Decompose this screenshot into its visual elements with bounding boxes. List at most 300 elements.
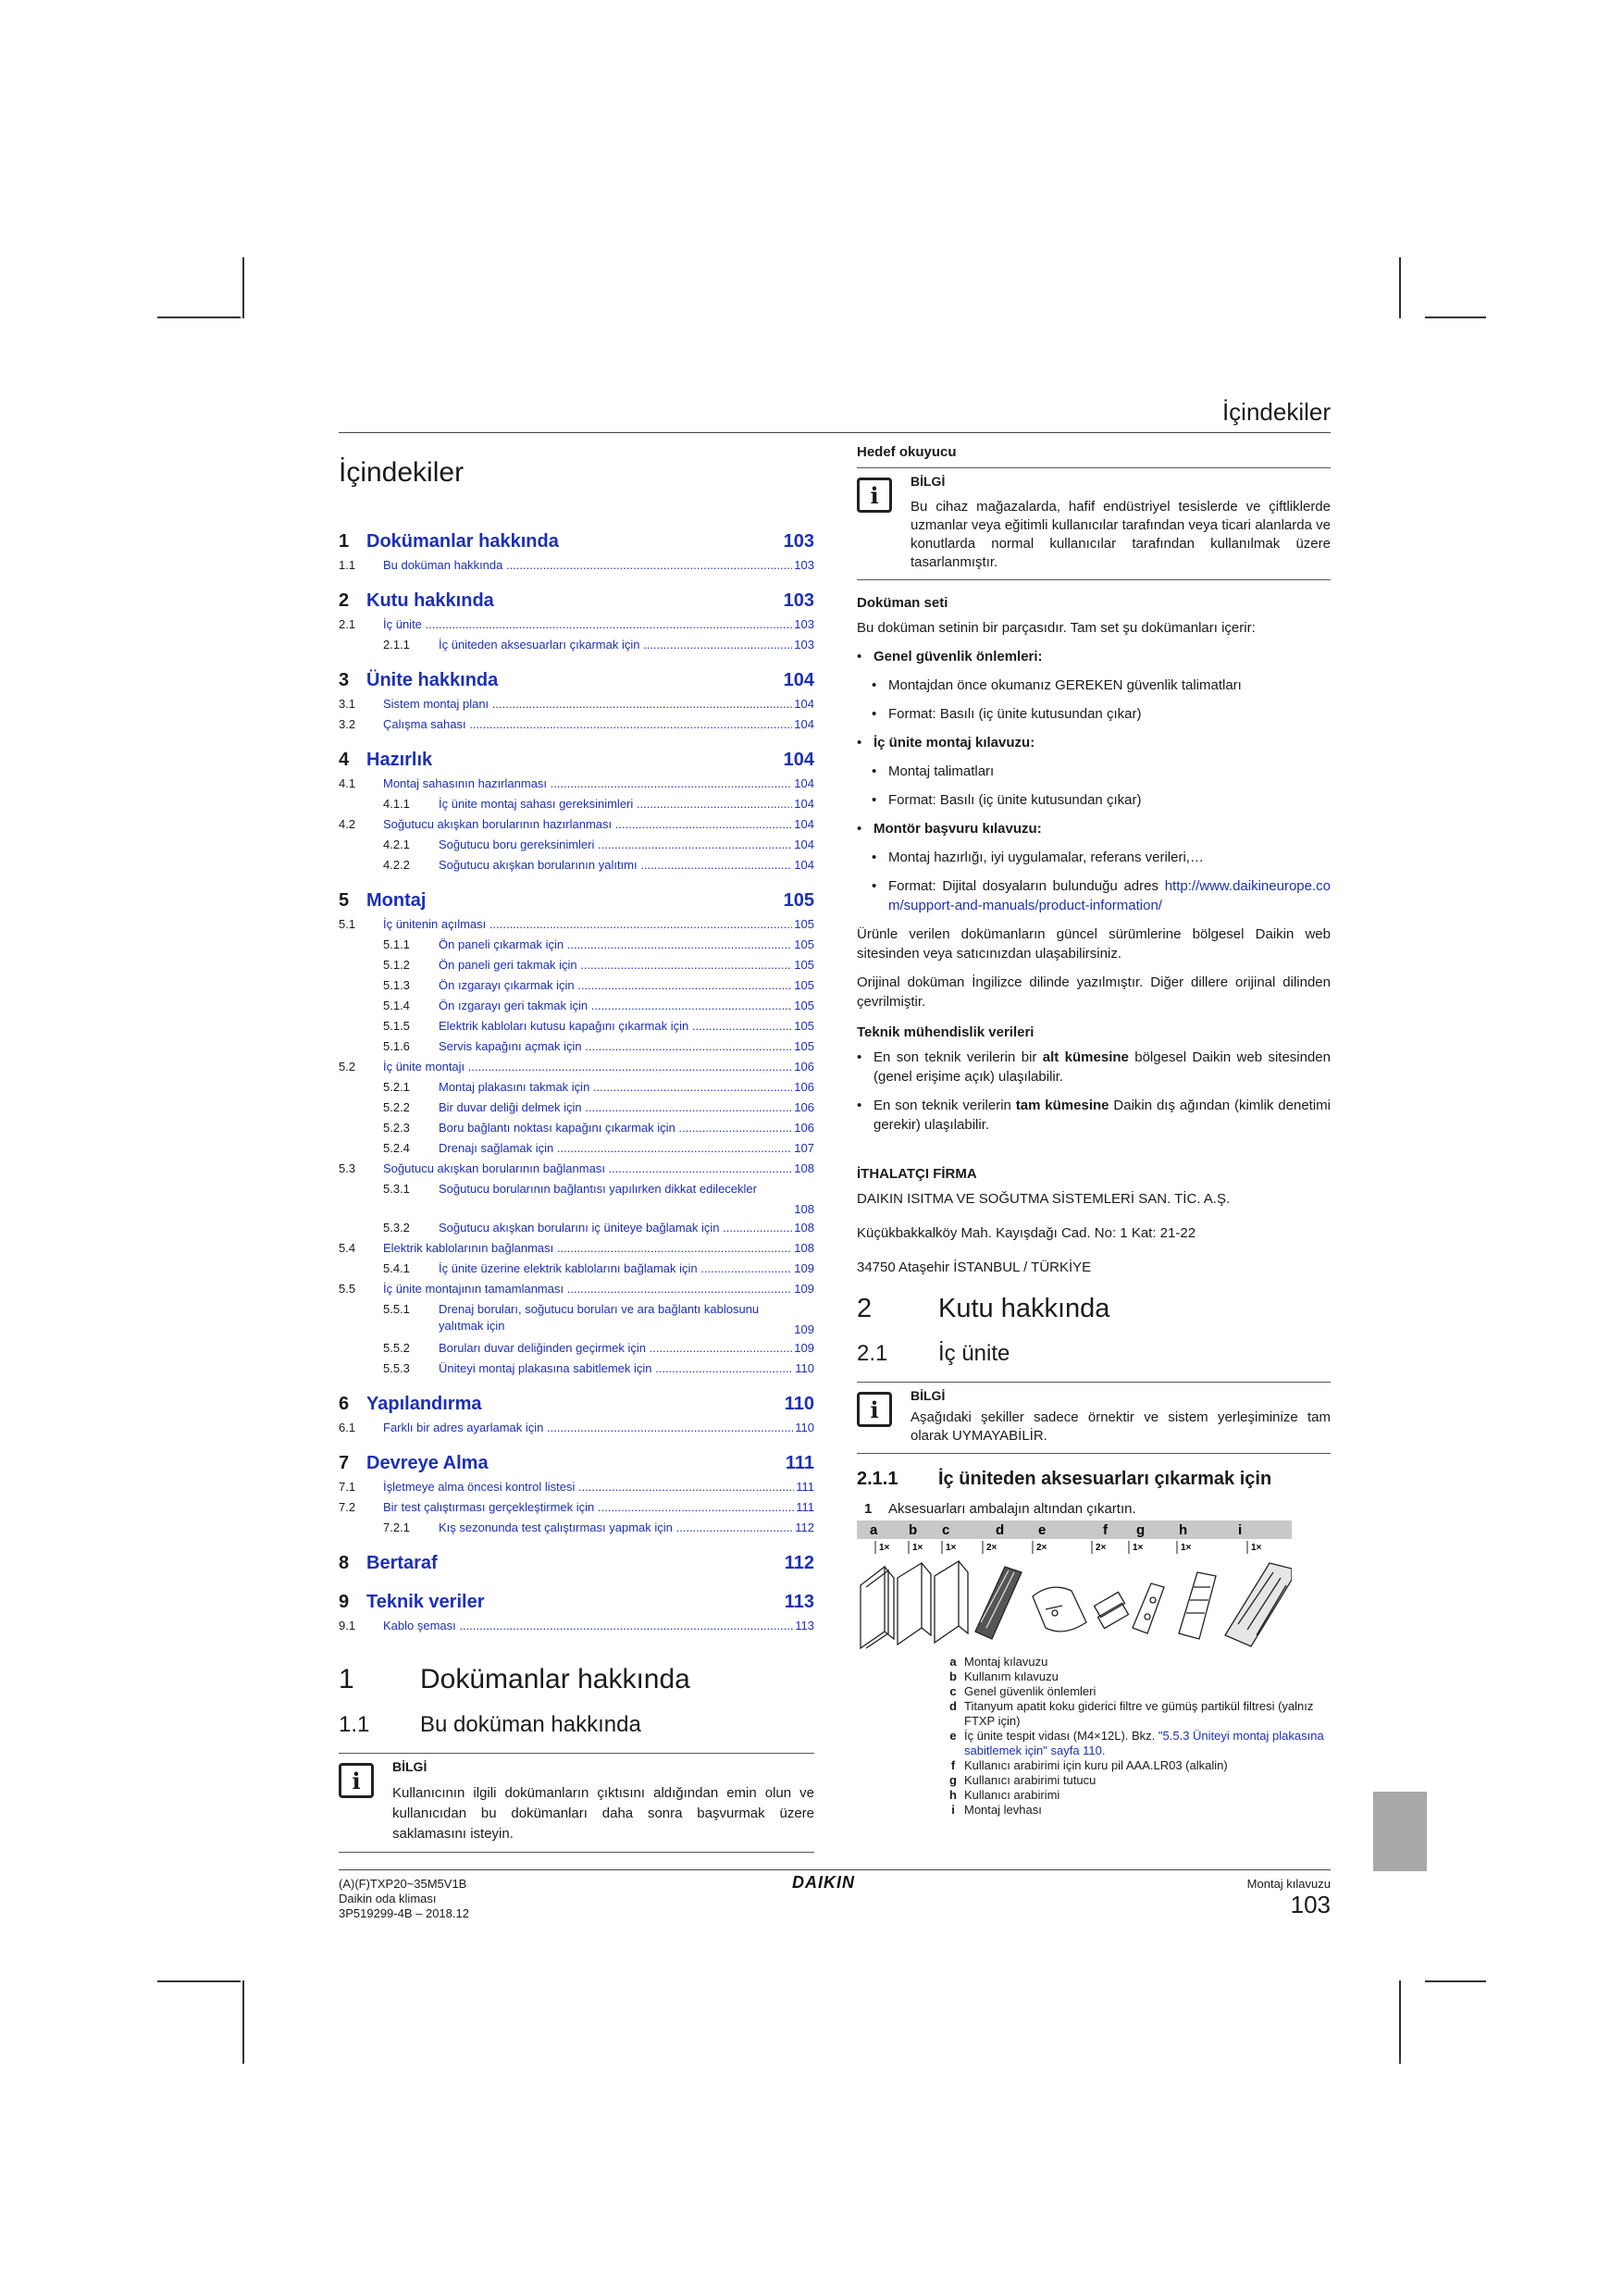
info-icon: i xyxy=(339,1763,374,1798)
toc-entry-title: İç ünite üzerine elektrik kablolarını bağlamak için ..... xyxy=(439,1259,792,1279)
toc-entry-page: 105 xyxy=(794,978,814,992)
right-column xyxy=(857,444,1331,1818)
toc-entry-title: Ön paneli geri takmak için ..... xyxy=(439,955,792,975)
toc-entry-number: 4.2.2 xyxy=(383,858,410,872)
step-number: 1 xyxy=(864,1501,873,1517)
section-number: 2 xyxy=(857,1294,873,1323)
toc-entry[interactable] xyxy=(339,955,814,975)
figure-count: 1× xyxy=(912,1543,923,1553)
list-item: • Format: Dijital dosyaların bulunduğu adres http://www.daikineurope.com/support-and-manuals/product-information/ xyxy=(872,878,1331,913)
legend-text: Titanyum apatit koku giderici filtre ve gümüş partikül filtresi (yalnız FTXP için) xyxy=(964,1699,1314,1728)
subitem-text: Montajdan önce okumanız GEREKEN güvenlik talimatları xyxy=(888,677,1242,693)
toc-chapter-number: 6 xyxy=(339,1394,350,1414)
crop-mark xyxy=(242,257,244,318)
toc-entry-page: 105 xyxy=(794,999,814,1012)
toc-entry[interactable] xyxy=(339,975,814,996)
manual-booklet-icon xyxy=(898,1563,931,1644)
text-run: Daikin dış ağından (kimlik denetimi gerekir) ulaşılabilir. xyxy=(873,1098,1332,1133)
toc-entry-title: Elektrik kabloları kutusu kapağını çıkarmak için ..... xyxy=(439,1016,792,1036)
footer-left xyxy=(339,1877,469,1921)
toc-entry[interactable] xyxy=(339,914,814,935)
toc-chapter-title: Devreye Alma xyxy=(366,1453,489,1473)
toc-entry-number: 7.2 xyxy=(339,1500,356,1514)
figure-count: 1× xyxy=(1251,1543,1262,1553)
toc-entry-number: 9.1 xyxy=(339,1619,356,1632)
bullet-icon: • xyxy=(857,735,862,751)
toc-title: İçindekiler xyxy=(339,457,465,488)
importer-address xyxy=(857,1189,1331,1277)
toc-entry-title: Bir test çalıştırması gerçekleştirmek için ..... xyxy=(383,1497,794,1518)
figure-letter: f xyxy=(1103,1522,1108,1538)
toc-entry-title: Soğutucu akışkan borularını iç üniteye bağlamak için ..... xyxy=(439,1218,792,1238)
bullet-icon: • xyxy=(857,649,862,664)
docset-intro: Bu doküman setinin bir parçasıdır. Tam set şu dokümanları içerir: xyxy=(857,620,1256,636)
legend-key: g xyxy=(949,1773,957,1787)
legend-text: Kullanım kılavuzu xyxy=(964,1669,1059,1683)
legend-item xyxy=(942,1758,1331,1773)
toc-entry-number: 3.2 xyxy=(339,717,356,731)
doc-title: Genel güvenlik önlemleri: xyxy=(873,649,1043,664)
toc-chapter[interactable] xyxy=(339,1592,814,1616)
text-run: En son teknik verilerin xyxy=(873,1098,1016,1113)
toc-entry-title: Montaj plakasını takmak için ..... xyxy=(439,1077,792,1098)
toc-entry-number: 5.1.3 xyxy=(383,978,410,992)
toc-entry-title: Soğutucu borularının bağlantısı yapılırken dikkat edilecekler xyxy=(439,1182,757,1196)
toc-entry-title: Soğutucu akışkan borularının yalıtımı ..... xyxy=(439,855,792,875)
toc-chapter[interactable] xyxy=(339,531,814,555)
importer-line: 34750 Ataşehir İSTANBUL / TÜRKİYE xyxy=(857,1260,1092,1275)
toc-chapter-number: 2 xyxy=(339,590,350,611)
manual-booklet-icon xyxy=(935,1561,968,1643)
toc-chapter-page: 110 xyxy=(784,1394,814,1414)
format-link[interactable]: http://www.daikineurope.com/support-and-manuals/product-information/ xyxy=(888,878,1331,913)
crop-mark xyxy=(157,316,241,318)
toc-chapter-title: Montaj xyxy=(366,890,427,911)
toc-entry[interactable] xyxy=(339,1098,814,1118)
figure-count: 1× xyxy=(946,1543,957,1553)
toc-entry-page: 106 xyxy=(794,1080,814,1094)
figure-letter: e xyxy=(1038,1522,1047,1538)
info-text: Bu cihaz mağazalarda, hafif endüstriyel tesislerde ve çiftliklerde uzmanlar veya eğitimli kullanıcılar tarafından veya ticari alanlarda ve konutlarda normal kullanıcılar tarafından kullanılmak üzere tasarlanmıştır. xyxy=(911,499,1331,570)
toc-entry-page: 104 xyxy=(794,797,814,811)
legend-key: a xyxy=(949,1655,957,1669)
legend-text: İç ünite tespit vidası (M4×12L). Bkz. "5.5.3 Üniteyi montaj plakasına sabitlemek için" sayfa 110. xyxy=(964,1729,1324,1757)
legend-key: c xyxy=(949,1684,957,1698)
toc-entry-title: Boru bağlantı noktası kapağını çıkarmak için ..... xyxy=(439,1118,792,1138)
crop-mark xyxy=(1425,316,1486,318)
toc-entry-page: 103 xyxy=(794,638,814,652)
toc-entry-title: Drenajı sağlamak için ..... xyxy=(439,1138,792,1159)
bullet-icon: • xyxy=(872,706,877,722)
text-run: bölgesel Daikin web sitesinden (genel erişime açık) ulaşılabilir. xyxy=(873,1049,1331,1085)
toc-entry[interactable] xyxy=(339,935,814,955)
toc-entry-number: 1.1 xyxy=(339,558,356,572)
toc-entry-title: İç ünite montajı ..... xyxy=(383,1057,792,1077)
toc-entry-number: 5.1 xyxy=(339,917,356,931)
toc-entry-title: İşletmeye alma öncesi kontrol listesi ..... xyxy=(383,1477,794,1497)
list-subitem xyxy=(857,848,1331,867)
subsection-title: İç ünite xyxy=(938,1341,1010,1366)
toc-entry[interactable] xyxy=(339,1036,814,1057)
bullet-icon: • xyxy=(857,821,862,837)
toc-entry[interactable] xyxy=(339,1259,814,1279)
legend-key: i xyxy=(951,1803,955,1817)
legend-key: d xyxy=(949,1699,957,1713)
toc-chapter-page: 103 xyxy=(783,590,814,611)
legend-key: b xyxy=(949,1669,957,1683)
list-subitem xyxy=(857,676,1331,695)
toc-entry-page: 112 xyxy=(795,1520,814,1534)
toc-chapter-page: 103 xyxy=(783,531,814,552)
toc-entry[interactable] xyxy=(339,855,814,875)
toc-entry-title: Ön paneli çıkarmak için ..... xyxy=(439,935,792,955)
figure-letter-bar xyxy=(857,1520,1292,1539)
toc-entry-page: 103 xyxy=(794,558,814,572)
toc-entry-title: Farklı bir adres ayarlamak için ..... xyxy=(383,1418,793,1438)
figure-legend xyxy=(942,1655,1331,1818)
crop-mark xyxy=(157,1980,241,1982)
toc-entry-title: Sistem montaj planı ..... xyxy=(383,694,792,714)
toc-entry-title: Boruları duvar deliğinden geçirmek için ..... xyxy=(439,1338,792,1359)
accessories-figure xyxy=(857,1520,1292,1650)
subitem-text: Montaj talimatları xyxy=(888,763,995,779)
toc-entry[interactable] xyxy=(339,996,814,1016)
toc-entry-page: 105 xyxy=(794,1019,814,1033)
bullet-icon: • xyxy=(872,763,877,779)
figure-letter: c xyxy=(942,1522,950,1538)
toc-entry-page: 109 xyxy=(794,1261,814,1275)
toc-entry-number: 5.2.3 xyxy=(383,1121,410,1135)
remote-control-icon xyxy=(1179,1572,1216,1639)
subsection-number: 1.1 xyxy=(339,1712,370,1737)
toc-entry-page: 105 xyxy=(794,917,814,931)
toc-entry-page: 106 xyxy=(794,1121,814,1135)
footer-model: (A)(F)TXP20~35M5V1B xyxy=(339,1877,467,1891)
toc-entry-title: Soğutucu boru gereksinimleri ..... xyxy=(439,835,792,855)
toc-entry-title: Ön ızgarayı geri takmak için ..... xyxy=(439,996,792,1016)
toc-entry-page: 110 xyxy=(795,1361,814,1375)
toc-entry-title: İç üniteden aksesuarları çıkarmak için ..... xyxy=(439,635,792,655)
legend-item xyxy=(942,1684,1331,1699)
legend-key: f xyxy=(950,1758,956,1772)
legend-text: Kullanıcı arabirimi için kuru pil AAA.LR03 (alkalin) xyxy=(964,1758,1228,1772)
toc-entry-number: 5.2 xyxy=(339,1060,356,1074)
toc-entry-page: 104 xyxy=(794,697,814,711)
toc-entry-title: Servis kapağını açmak için ..... xyxy=(439,1036,792,1057)
subitem-text: Montaj hazırlığı, iyi uygulamalar, referans verileri,… xyxy=(888,850,1204,865)
figure-letter: i xyxy=(1238,1522,1243,1538)
toc-entry[interactable] xyxy=(339,1359,814,1379)
list-item: • En son teknik verilerin tam kümesine Daikin dış ağından (kimlik denetimi gerekir) ulaşılabilir. xyxy=(857,1098,1332,1133)
toc-entry[interactable] xyxy=(339,1279,814,1299)
toc-entry[interactable] xyxy=(339,694,814,714)
header-rule xyxy=(339,432,1331,433)
toc-entry-title: Bir duvar deliği delmek için ..... xyxy=(439,1098,792,1118)
toc-entry[interactable] xyxy=(339,794,814,814)
toc-entry-number: 5.4 xyxy=(339,1241,356,1255)
toc-entry-title: Soğutucu akışkan borularının hazırlanması ..... xyxy=(383,814,792,835)
toc-entry-page: 109 xyxy=(794,1322,814,1336)
info-icon: i xyxy=(857,478,892,513)
bullet-icon: • xyxy=(872,677,877,693)
toc-entry[interactable] xyxy=(339,555,814,576)
toc-entry-title: Kış sezonunda test çalıştırması yapmak için ..... xyxy=(439,1518,793,1538)
toc-entry-page: 105 xyxy=(794,958,814,972)
toc-chapter-number: 4 xyxy=(339,750,350,770)
crop-mark xyxy=(242,1980,244,2064)
footer-manual-label: Montaj kılavuzu xyxy=(1246,1877,1331,1891)
toc-chapter[interactable] xyxy=(339,590,814,614)
footer-product: Daikin oda kliması xyxy=(339,1892,437,1905)
toc-entry[interactable] xyxy=(339,1238,814,1259)
toc-entry[interactable] xyxy=(339,1338,814,1359)
screw-bag-icon xyxy=(1033,1587,1086,1632)
text-run-bold: alt kümesine xyxy=(1042,1049,1129,1065)
toc-chapter[interactable] xyxy=(339,1453,814,1477)
toc-entry-number: 2.1.1 xyxy=(383,638,410,652)
info-label: BİLGİ xyxy=(392,1759,427,1774)
subsection-number: 2.1.1 xyxy=(857,1469,898,1489)
toc-entry-title: Elektrik kablolarının bağlanması ..... xyxy=(383,1238,792,1259)
figure-letter: b xyxy=(909,1522,918,1538)
legend-key: e xyxy=(949,1729,957,1743)
toc-entry-number: 5.3 xyxy=(339,1161,356,1175)
bullet-icon: • xyxy=(872,850,877,865)
toc-chapter-title: Ünite hakkında xyxy=(366,670,499,690)
figure-count: 1× xyxy=(879,1543,890,1553)
doc-title: Montör başvuru kılavuzu: xyxy=(873,821,1042,837)
subsection-title: İç üniteden aksesuarları çıkarmak için xyxy=(938,1469,1272,1489)
toc-entry-page: 104 xyxy=(794,858,814,872)
toc-entry-page: 108 xyxy=(794,1202,814,1216)
doc-title: İç ünite montaj kılavuzu: xyxy=(873,735,1035,751)
toc-entry-page: 109 xyxy=(794,1282,814,1296)
toc-entry-page: 111 xyxy=(796,1480,814,1494)
toc-entry-title: Bu doküman hakkında ..... xyxy=(383,555,792,576)
toc-entry-page: 111 xyxy=(796,1500,814,1514)
crop-mark xyxy=(1399,257,1401,318)
table-of-contents xyxy=(339,531,814,1636)
toc-entry-number: 4.2 xyxy=(339,817,356,831)
toc-chapter[interactable] xyxy=(339,1394,814,1418)
toc-entry[interactable] xyxy=(339,714,814,735)
toc-chapter-number: 8 xyxy=(339,1553,350,1573)
toc-entry-number: 5.5.3 xyxy=(383,1361,410,1375)
toc-entry-number: 6.1 xyxy=(339,1421,356,1434)
toc-entry-page: 104 xyxy=(794,817,814,831)
legend-text: Kullanıcı arabirimi tutucu xyxy=(964,1773,1096,1787)
toc-entry-title: Soğutucu akışkan borularının bağlanması ..... xyxy=(383,1159,792,1179)
figure-count: 2× xyxy=(1036,1543,1047,1553)
toc-entry-title: Üniteyi montaj plakasına sabitlemek için ..... xyxy=(439,1359,793,1379)
list-subitem xyxy=(857,790,1331,810)
figure-count: 2× xyxy=(986,1543,997,1553)
info-box xyxy=(857,467,1331,580)
subitem-text: Format: Basılı (iç ünite kutusundan çıkar) xyxy=(888,792,1142,808)
info-label: BİLGİ xyxy=(911,1388,946,1403)
toc-entry[interactable] xyxy=(339,1077,814,1098)
step xyxy=(857,1501,1331,1517)
toc-chapter[interactable] xyxy=(339,1553,814,1577)
toc-entry-page: 104 xyxy=(794,838,814,851)
toc-entry-page: 105 xyxy=(794,1039,814,1053)
legend-item xyxy=(942,1773,1331,1788)
legend-link[interactable]: "5.5.3 Üniteyi montaj plakasına sabitlemek için" sayfa 110. xyxy=(964,1729,1324,1757)
figure-count: 1× xyxy=(1133,1543,1144,1553)
toc-entry-number: 4.2.1 xyxy=(383,838,410,851)
figure-count: 2× xyxy=(1096,1543,1107,1553)
toc-entry-title: İç ünite ..... xyxy=(383,614,792,635)
section-title: Dokümanlar hakkında xyxy=(420,1664,690,1694)
toc-entry-title: İç ünitenin açılması ..... xyxy=(383,914,792,935)
toc-chapter-number: 1 xyxy=(339,531,350,552)
toc-entry-number: 5.3.2 xyxy=(383,1221,410,1235)
toc-entry-page: 104 xyxy=(794,717,814,731)
toc-entry-number: 5.5.1 xyxy=(383,1302,410,1316)
section-1 xyxy=(339,1664,814,1853)
figure-letter: g xyxy=(1136,1522,1146,1538)
toc-chapter-title: Dokümanlar hakkında xyxy=(366,531,559,552)
importer-line: Küçükbakkalköy Mah. Kayışdağı Cad. No: 1 Kat: 21-22 xyxy=(857,1225,1196,1241)
toc-entry-title: Montaj sahasının hazırlanması ..... xyxy=(383,774,792,794)
remote-holder-icon xyxy=(1133,1583,1164,1633)
toc-chapter-title: Bertaraf xyxy=(366,1553,438,1573)
toc-entry-number: 4.1 xyxy=(339,776,356,790)
list-item xyxy=(857,819,1331,838)
section-title: Kutu hakkında xyxy=(938,1294,1110,1323)
toc-entry-number: 5.1.2 xyxy=(383,958,410,972)
toc-entry[interactable] xyxy=(339,814,814,835)
toc-entry[interactable] xyxy=(339,614,814,635)
info-box xyxy=(857,1382,1331,1454)
toc-chapter-title: Kutu hakkında xyxy=(366,590,494,611)
target-heading: Hedef okuyucu xyxy=(857,444,957,460)
toc-entry[interactable] xyxy=(339,1159,814,1179)
doc-list xyxy=(857,647,1331,867)
legend-item xyxy=(942,1669,1331,1684)
mounting-plate-icon xyxy=(1225,1563,1292,1646)
toc-entry-title: İç ünite montajının tamamlanması ..... xyxy=(383,1279,792,1299)
left-column xyxy=(339,444,814,1868)
list-item xyxy=(857,733,1331,752)
footer-right xyxy=(1247,1877,1331,1917)
format-label: Format: Dijital dosyaların bulunduğu adres xyxy=(888,878,1158,894)
toc-chapter-title: Yapılandırma xyxy=(366,1394,482,1414)
update-paragraph: Ürünle verilen dokümanların güncel sürümlerine bölgesel Daikin web sitesinden veya satıcınızdan ulaşabilirsiniz. xyxy=(857,926,1331,962)
toc-entry-title: İç ünite montaj sahası gereksinimleri ..... xyxy=(439,794,792,814)
subsection-title: Bu doküman hakkında xyxy=(420,1712,641,1737)
toc-entry-number: 5.1.1 xyxy=(383,937,410,951)
toc-entry[interactable] xyxy=(339,1477,814,1497)
toc-entry[interactable] xyxy=(339,1616,814,1636)
toc-entry-page: 109 xyxy=(794,1341,814,1355)
original-paragraph: Orijinal doküman İngilizce dilinde yazılmıştır. Diğer dillere orijinal dilinden çevrilmiştir. xyxy=(857,974,1331,1010)
toc-entry[interactable] xyxy=(339,1118,814,1138)
toc-entry-page: 108 xyxy=(794,1161,814,1175)
legend-item xyxy=(942,1729,1331,1758)
info-box xyxy=(339,1753,814,1853)
figure-letter: h xyxy=(1179,1522,1188,1538)
importer-line: DAIKIN ISITMA VE SOĞUTMA SİSTEMLERİ SAN. TİC. A.Ş. xyxy=(857,1191,1231,1207)
battery-icon xyxy=(1095,1592,1129,1628)
legend-text: Montaj kılavuzu xyxy=(964,1655,1048,1669)
toc-chapter-page: 104 xyxy=(783,670,814,690)
list-subitem xyxy=(857,762,1331,781)
list-subitem xyxy=(857,704,1331,724)
legend-text: Kullanıcı arabirimi xyxy=(964,1788,1060,1802)
toc-chapter[interactable] xyxy=(339,670,814,694)
toc-entry-number: 5.2.2 xyxy=(383,1100,410,1114)
toc-entry[interactable] xyxy=(339,1179,814,1218)
legend-item xyxy=(942,1788,1331,1803)
toc-chapter-number: 5 xyxy=(339,890,350,911)
toc-entry-number: 5.1.4 xyxy=(383,999,410,1012)
info-label: BİLGİ xyxy=(911,474,946,489)
figure-letter: d xyxy=(996,1522,1005,1538)
bullet-icon: • xyxy=(872,792,877,808)
toc-chapter[interactable] xyxy=(339,750,814,774)
footer-rule xyxy=(339,1869,1331,1870)
toc-entry-number: 5.2.1 xyxy=(383,1080,410,1094)
toc-entry-page: 106 xyxy=(794,1060,814,1074)
subsection-number: 2.1 xyxy=(857,1341,888,1366)
toc-entry[interactable] xyxy=(339,1057,814,1077)
crop-mark xyxy=(1425,1980,1486,1982)
toc-entry-page: 108 xyxy=(794,1241,814,1255)
toc-entry[interactable] xyxy=(339,1016,814,1036)
legend-key: h xyxy=(949,1788,957,1802)
page-number: 103 xyxy=(1290,1891,1331,1918)
info-text: Aşağıdaki şekiller sadece örnektir ve sistem yerleşiminize tam olarak UYMAYABİLİR. xyxy=(911,1409,1331,1444)
toc-entry-number: 5.3.1 xyxy=(383,1182,410,1196)
filter-icon xyxy=(975,1567,1022,1639)
toc-entry-page: 104 xyxy=(794,776,814,790)
importer-heading: İTHALATÇI FİRMA xyxy=(857,1166,977,1182)
toc-entry[interactable] xyxy=(339,774,814,794)
toc-entry-number: 4.1.1 xyxy=(383,797,410,811)
manual-booklet-icon xyxy=(861,1567,894,1648)
footer-doc-code: 3P519299-4B – 2018.12 xyxy=(339,1906,469,1920)
toc-entry[interactable] xyxy=(339,1299,814,1338)
toc-entry[interactable] xyxy=(339,1218,814,1238)
toc-entry[interactable] xyxy=(339,635,814,655)
step-text: Aksesuarları ambalajın altından çıkartın. xyxy=(888,1501,1136,1517)
page-edge-tab xyxy=(1373,1792,1427,1871)
toc-entry[interactable] xyxy=(339,1497,814,1518)
toc-entry-number: 7.1 xyxy=(339,1480,356,1494)
legend-item xyxy=(942,1803,1331,1818)
toc-entry[interactable] xyxy=(339,1518,814,1538)
toc-entry[interactable] xyxy=(339,835,814,855)
toc-chapter-title: Hazırlık xyxy=(366,750,433,770)
toc-entry[interactable] xyxy=(339,1138,814,1159)
toc-chapter[interactable] xyxy=(339,890,814,914)
toc-entry-page: 113 xyxy=(795,1619,814,1632)
toc-entry-page: 103 xyxy=(794,617,814,631)
toc-entry-page: 106 xyxy=(794,1100,814,1114)
daikin-logo: DAIKIN xyxy=(792,1873,855,1892)
toc-entry[interactable] xyxy=(339,1418,814,1438)
list-item xyxy=(857,647,1331,666)
toc-entry-number: 5.4.1 xyxy=(383,1261,410,1275)
legend-item xyxy=(942,1655,1331,1669)
legend-item xyxy=(942,1699,1331,1729)
toc-chapter-page: 111 xyxy=(785,1453,814,1473)
toc-chapter-page: 112 xyxy=(784,1553,814,1573)
toc-chapter-number: 3 xyxy=(339,670,350,690)
subitem-text: Format: Basılı (iç ünite kutusundan çıkar) xyxy=(888,706,1142,722)
section-number: 1 xyxy=(339,1664,354,1694)
